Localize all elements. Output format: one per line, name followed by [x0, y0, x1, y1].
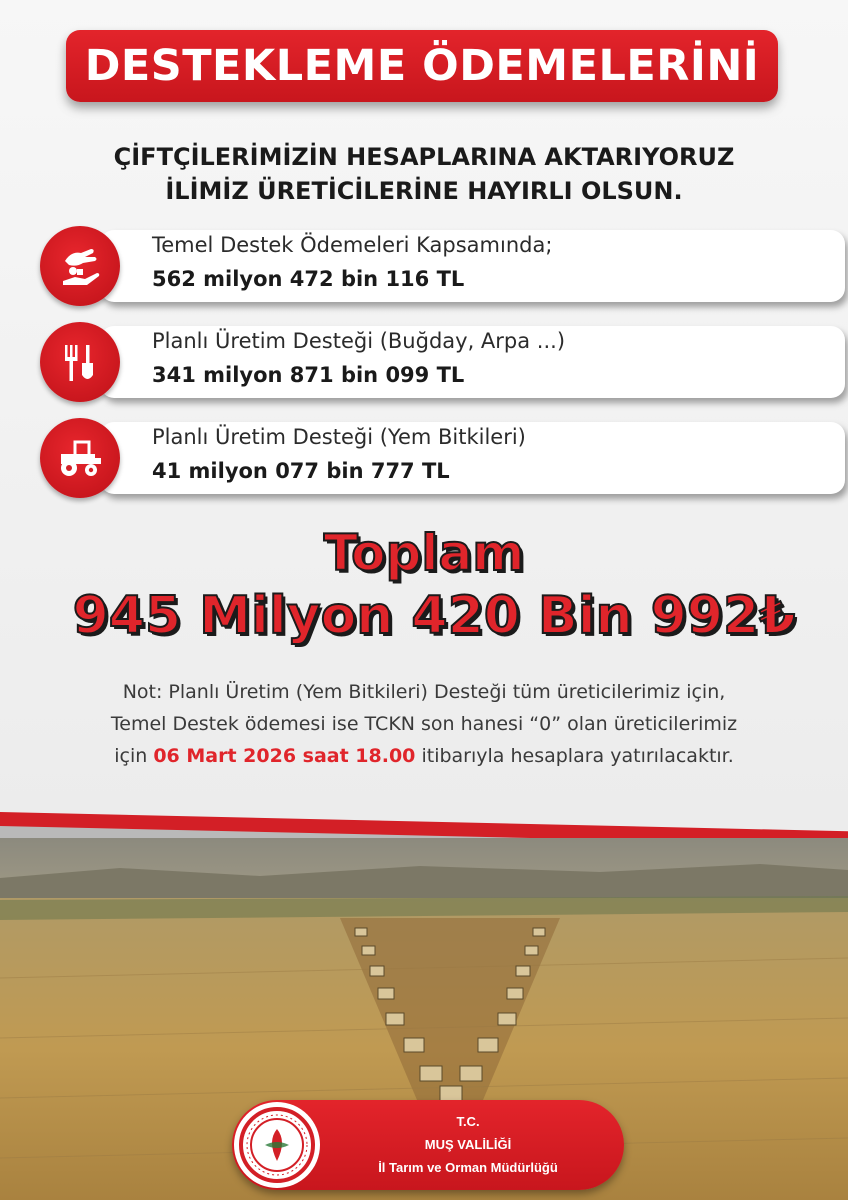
payment-amount: 41 milyon 077 bin 777 TL: [152, 459, 450, 483]
payment-card-basic-support: [40, 226, 808, 306]
payment-amount: 341 milyon 871 bin 099 TL: [152, 363, 465, 387]
subtitle-line-1: ÇİFTÇİLERİMİZİN HESAPLARINA AKTARIYORUZ: [113, 143, 735, 171]
note-line-1: Not: Planlı Üretim (Yem Bitkileri) Desteği tüm üreticilerimiz için,: [122, 681, 726, 703]
payment-label: Planlı Üretim Desteği (Yem Bitkileri): [152, 425, 526, 449]
payment-label: Planlı Üretim Desteği (Buğday, Arpa ...): [152, 329, 566, 353]
subtitle-line-2: İLİMİZ ÜRETİCİLERİNE HAYIRLI OLSUN.: [165, 177, 683, 205]
institution-line-1: T.C.: [456, 1114, 480, 1129]
note-line-2: Temel Destek ödemesi ise TCKN son hanesi “0” olan üreticilerimiz: [110, 713, 738, 735]
institution-line-3: İl Tarım ve Orman Müdürlüğü: [378, 1160, 558, 1175]
total-label: Toplam: [323, 524, 525, 582]
institution-footer: [232, 1100, 624, 1190]
helping-hand-icon: [40, 226, 120, 306]
institution-name: [328, 1110, 608, 1179]
payment-amount: 562 milyon 472 bin 116 TL: [152, 267, 465, 291]
title-banner: [66, 30, 778, 102]
payment-label: Temel Destek Ödemeleri Kapsamında;: [152, 233, 553, 257]
ministry-seal-logo: [234, 1102, 320, 1188]
institution-line-2: MUŞ VALİLİĞİ: [424, 1137, 512, 1152]
tractor-icon: [40, 418, 120, 498]
note-date-highlight: 06 Mart 2026 saat 18.00: [153, 745, 416, 767]
payment-card-planned-grain: [40, 322, 808, 402]
fork-spade-icon: [40, 322, 120, 402]
payment-card-planned-forage: [40, 418, 808, 498]
note-line-3-prefix: için: [114, 745, 148, 767]
note-line-3: [30, 740, 818, 772]
payment-note: [30, 676, 818, 772]
total-amount: 945 Milyon 420 Bin 992₺: [72, 586, 796, 646]
page-title: DESTEKLEME ÖDEMELERİNİ: [84, 41, 760, 91]
note-line-3-suffix: itibarıyla hesaplara yatırılacaktır.: [421, 745, 734, 767]
